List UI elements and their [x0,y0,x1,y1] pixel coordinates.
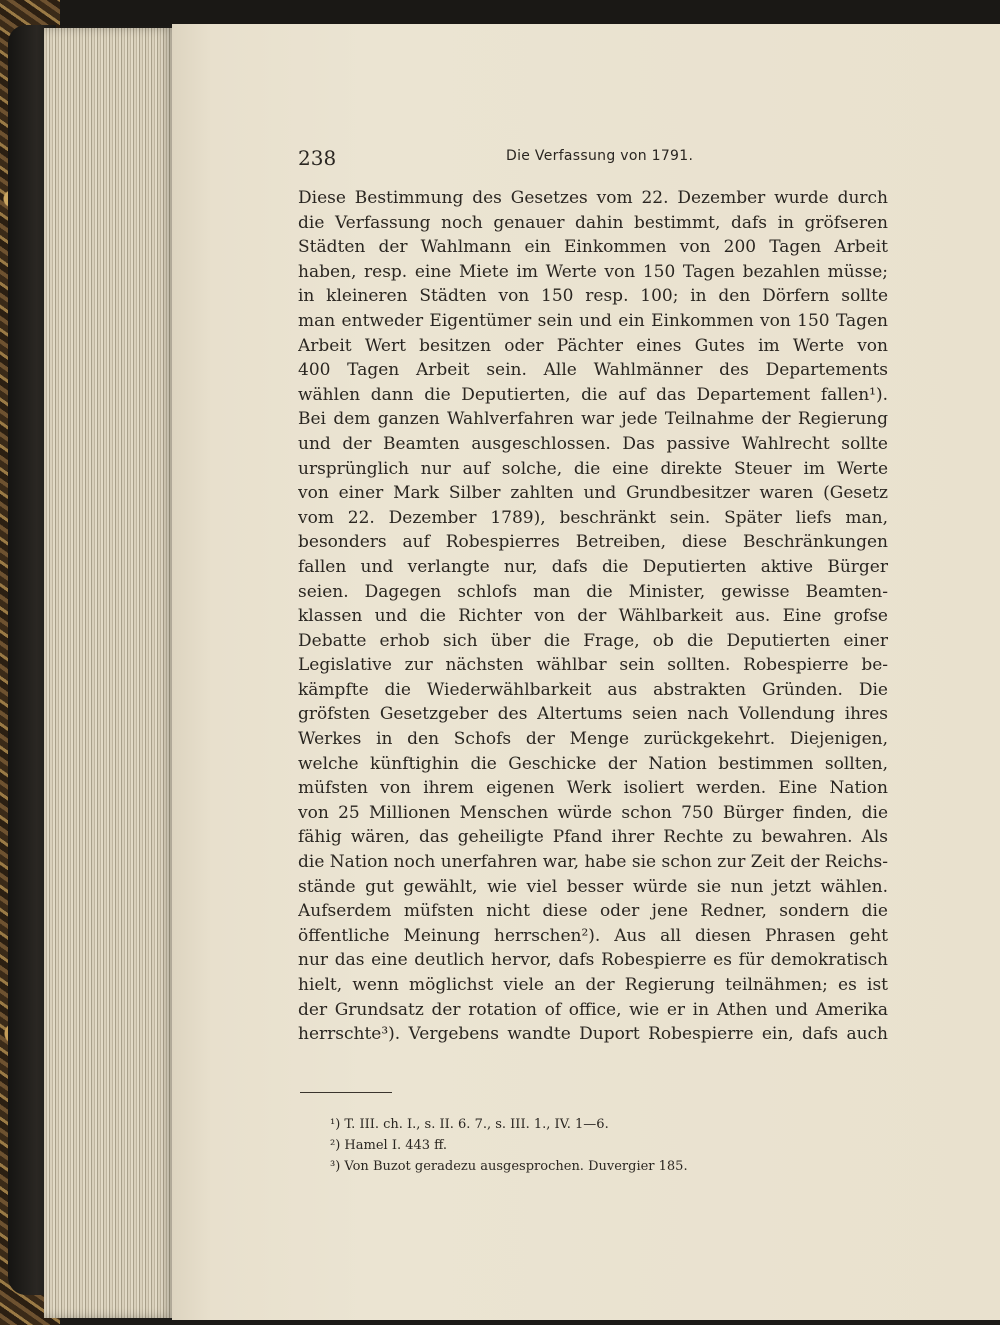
text-line: nur das eine deutlich hervor, dafs Robespierre es für demokratisch [298,950,888,971]
text-line: von 25 Millionen Menschen würde schon 750 Bürger finden, die [298,802,888,823]
text-line: fallen und verlangte nur, dafs die Deputierten aktive Bürger [298,556,888,577]
text-line: Arbeit Wert besitzen oder Pächter eines Gutes im Werte von [298,335,888,356]
text-line: hielt, wenn möglichst viele an der Regierung teilnähmen; es ist [298,975,888,995]
text-line: von einer Mark Silber zahlten und Grundbesitzer waren (Gesetz [298,483,888,504]
body-text [298,186,888,1047]
text-line: klassen und die Richter von der Wählbarkeit aus. Eine grofse [298,606,888,627]
page-edges [44,28,174,1318]
text-line: die Nation noch unerfahren war, habe sie schon zur Zeit der Reichs- [298,852,888,873]
text-line: herrschte³). Vergebens wandte Duport Robespierre ein, dafs auch [298,1024,888,1045]
text-line: Städten der Wahlmann ein Einkommen von 200 Tagen Arbeit [298,237,888,258]
text-line: Debatte erhob sich über die Frage, ob die Deputierten einer [298,630,888,651]
text-line: gröfsten Gesetzgeber des Altertums seien nach Vollendung ihres [298,704,888,725]
text-line: und der Beamten ausgeschlossen. Das passive Wahlrecht sollte [298,433,888,454]
text-line: besonders auf Robespierres Betreiben, diese Beschränkungen [298,532,888,553]
footnotes [330,1114,770,1177]
text-line: seien. Dagegen schlofs man die Minister, gewisse Beamten- [298,581,888,602]
text-line: kämpfte die Wiederwählbarkeit aus abstrakten Gründen. Die [298,679,888,700]
text-line: die Verfassung noch genauer dahin bestimmt, dafs in gröfseren [298,212,888,233]
text-line: ursprünglich nur auf solche, die eine direkte Steuer im Werte [298,458,888,479]
text-line: haben, resp. eine Miete im Werte von 150 Tagen bezahlen müsse; [298,261,888,282]
page-header [298,144,888,174]
text-line: man entweder Eigentümer sein und ein Einkommen von 150 Tagen [298,310,888,331]
page-number: 238 [298,146,337,170]
text-line: Aufserdem müfsten nicht diese oder jene Redner, sondern die [298,901,888,922]
text-line: müfsten von ihrem eigenen Werk isoliert werden. Eine Nation [298,778,888,799]
footnote-1: ¹) T. III. ch. I., s. II. 6. 7., s. III. 1., IV. 1—6. [330,1117,609,1132]
text-line: Legislative zur nächsten wählbar sein sollten. Robespierre be- [298,655,888,676]
text-line: 400 Tagen Arbeit sein. Alle Wahlmänner des Departements [298,360,888,381]
text-line: vom 22. Dezember 1789), beschränkt sein. Später liefs man, [298,507,888,528]
running-head: Die Verfassung von 1791. [506,148,694,164]
text-line: wählen dann die Deputierten, die auf das Departement fallen¹). [298,384,888,405]
text-line: welche künftighin die Geschicke der Nation bestimmen sollten, [298,753,888,774]
text-line: in kleineren Städten von 150 resp. 100; in den Dörfern sollte [298,286,888,307]
footnote-rule [300,1092,392,1093]
footnote-3: ³) Von Buzot geradezu ausgesprochen. Duvergier 185. [330,1159,688,1174]
text-line: öffentliche Meinung herrschen²). Aus all diesen Phrasen geht [298,925,888,946]
text-line: fähig wären, das geheiligte Pfand ihrer Rechte zu bewahren. Als [298,827,888,848]
text-line: Werkes in den Schofs der Menge zurückgekehrt. Diejenigen, [298,729,888,750]
footnote-2: ²) Hamel I. 443 ff. [330,1138,448,1153]
text-line: stände gut gewählt, wie viel besser würde sie nun jetzt wählen. [298,876,888,897]
top-shadow [60,0,1000,26]
text-line: Bei dem ganzen Wahlverfahren war jede Teilnahme der Regierung [298,409,888,430]
book-page [172,24,1000,1320]
text-line: der Grundsatz der rotation of office, wie er in Athen und Amerika [298,999,888,1020]
text-line: Diese Bestimmung des Gesetzes vom 22. Dezember wurde durch [298,188,888,208]
